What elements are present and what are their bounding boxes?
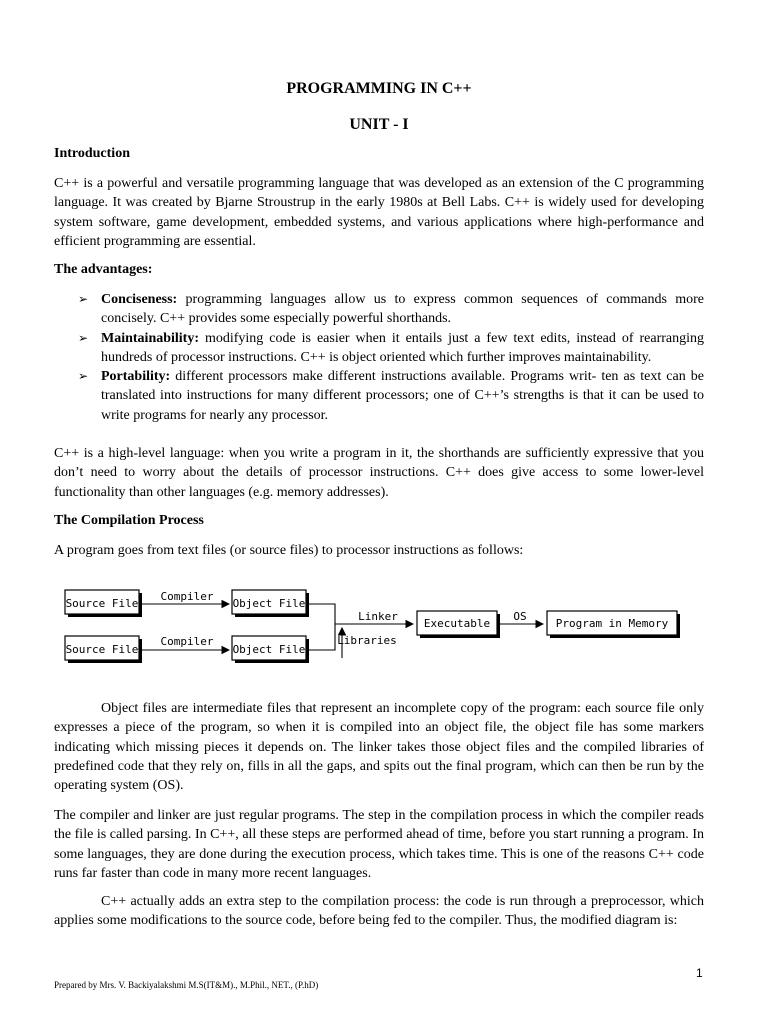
program-in-memory-box	[547, 611, 680, 638]
source-file-label: Source File	[65, 643, 139, 656]
intro-paragraph: C++ is a powerful and versatile programming language that was developed as an extension of the C programming language. It was created by Bjarne Stroustrup in the early 1980s at Bell Labs. C++ is widely used for developing system software, game development, embedded systems, and various applications where high-performance and efficient programming are essential.	[54, 176, 704, 249]
os-label: OS	[513, 610, 527, 623]
compiler-linker-paragraph: The compiler and linker are just regular programs. The step in the compilation process in which the compiler reads the file is called parsing. In C++, all these steps are performed ahead of time, before you start running a program. In some languages, they are done during the execution process, which takes time. This is one of the reasons C++ code runs far faster than code in many more recent languages.	[54, 808, 704, 881]
page-number: 1	[696, 966, 703, 980]
advantage-item-portability	[54, 367, 704, 425]
source-file-box-2	[65, 636, 142, 663]
advantages-list	[54, 290, 704, 425]
advantage-text: programming languages allow us to express common sequences of commands more concisely. C++ provides some especially powerful shorthands.	[101, 292, 704, 327]
compilation-heading: The Compilation Process	[54, 513, 204, 528]
source-file-label: Source File	[65, 597, 139, 610]
object-file-box-2	[232, 636, 309, 663]
unit-title: UNIT - I	[349, 116, 409, 133]
arrow-bullet-icon: ➢	[78, 292, 89, 306]
highlevel-paragraph: C++ is a high-level language: when you write a program in it, the shorthands are sufficiently expressive that you don’t need to worry about the details of processor instructions. C++ does give access to some lower-level functionality than other languages (e.g. memory addresses).	[54, 446, 704, 500]
object-files-paragraph: Object files are intermediate files that represent an incomplete copy of the program: each source file only expresses a piece of the program, so when it is compiled into an object file, the object file has some markers indicating which missing pieces it depends on. The linker takes those object files and the compiled libraries of predefined code that they rely on, fills in all the gaps, and spits out the final program, which can then be run by the operating system (OS).	[54, 701, 704, 794]
compilation-diagram	[63, 580, 693, 672]
compiler-label: Compiler	[160, 635, 214, 648]
arrow-bullet-icon: ➢	[78, 369, 89, 384]
object-file-label: Object File	[232, 643, 306, 656]
linker-bracket	[309, 604, 335, 650]
advantage-text: modifying code is easier when it entails just a few text edits, instead of rearranging hundreds of processor instructions. C++ is object oriented which further improves maintainability.	[101, 330, 704, 365]
compiler-label: Compiler	[160, 590, 214, 603]
preprocessor-paragraph: C++ actually adds an extra step to the compilation process: the code is run through a preprocessor, which applies some modifications to the source code, before being fed to the compiler. Thus, the modified diagram is:	[54, 894, 704, 929]
intro-heading: Introduction	[54, 146, 130, 161]
advantage-item-maintainability	[54, 329, 704, 368]
advantage-item-conciseness	[54, 290, 704, 329]
advantage-term: Portability:	[101, 369, 171, 385]
advantages-heading: The advantages:	[54, 262, 153, 277]
libraries-label: Libraries	[337, 634, 397, 647]
executable-box	[417, 611, 500, 638]
executable-label: Executable	[423, 617, 491, 630]
source-file-box-1	[65, 590, 142, 617]
object-file-label: Object File	[232, 597, 306, 610]
linker-label: Linker	[358, 610, 398, 623]
document-title: PROGRAMMING IN C++	[286, 80, 472, 97]
footer-credit: Prepared by Mrs. V. Backiyalakshmi M.S(IT&M)., M.Phil., NET., (P.hD)	[54, 980, 319, 990]
advantage-text: different processors make different instructions available. Programs writ- ten as text can be translated into instructions for many different processors; one of C++’s strengths is that it can be used to write programs for nearly any processor.	[101, 369, 704, 423]
compilation-intro: A program goes from text files (or source files) to processor instructions as follows:	[54, 543, 524, 558]
program-in-memory-label: Program in Memory	[555, 617, 669, 630]
arrow-bullet-icon: ➢	[78, 330, 89, 345]
advantage-term: Maintainability:	[101, 330, 200, 346]
object-file-box-1	[232, 590, 309, 617]
advantage-term: Conciseness:	[101, 292, 178, 307]
